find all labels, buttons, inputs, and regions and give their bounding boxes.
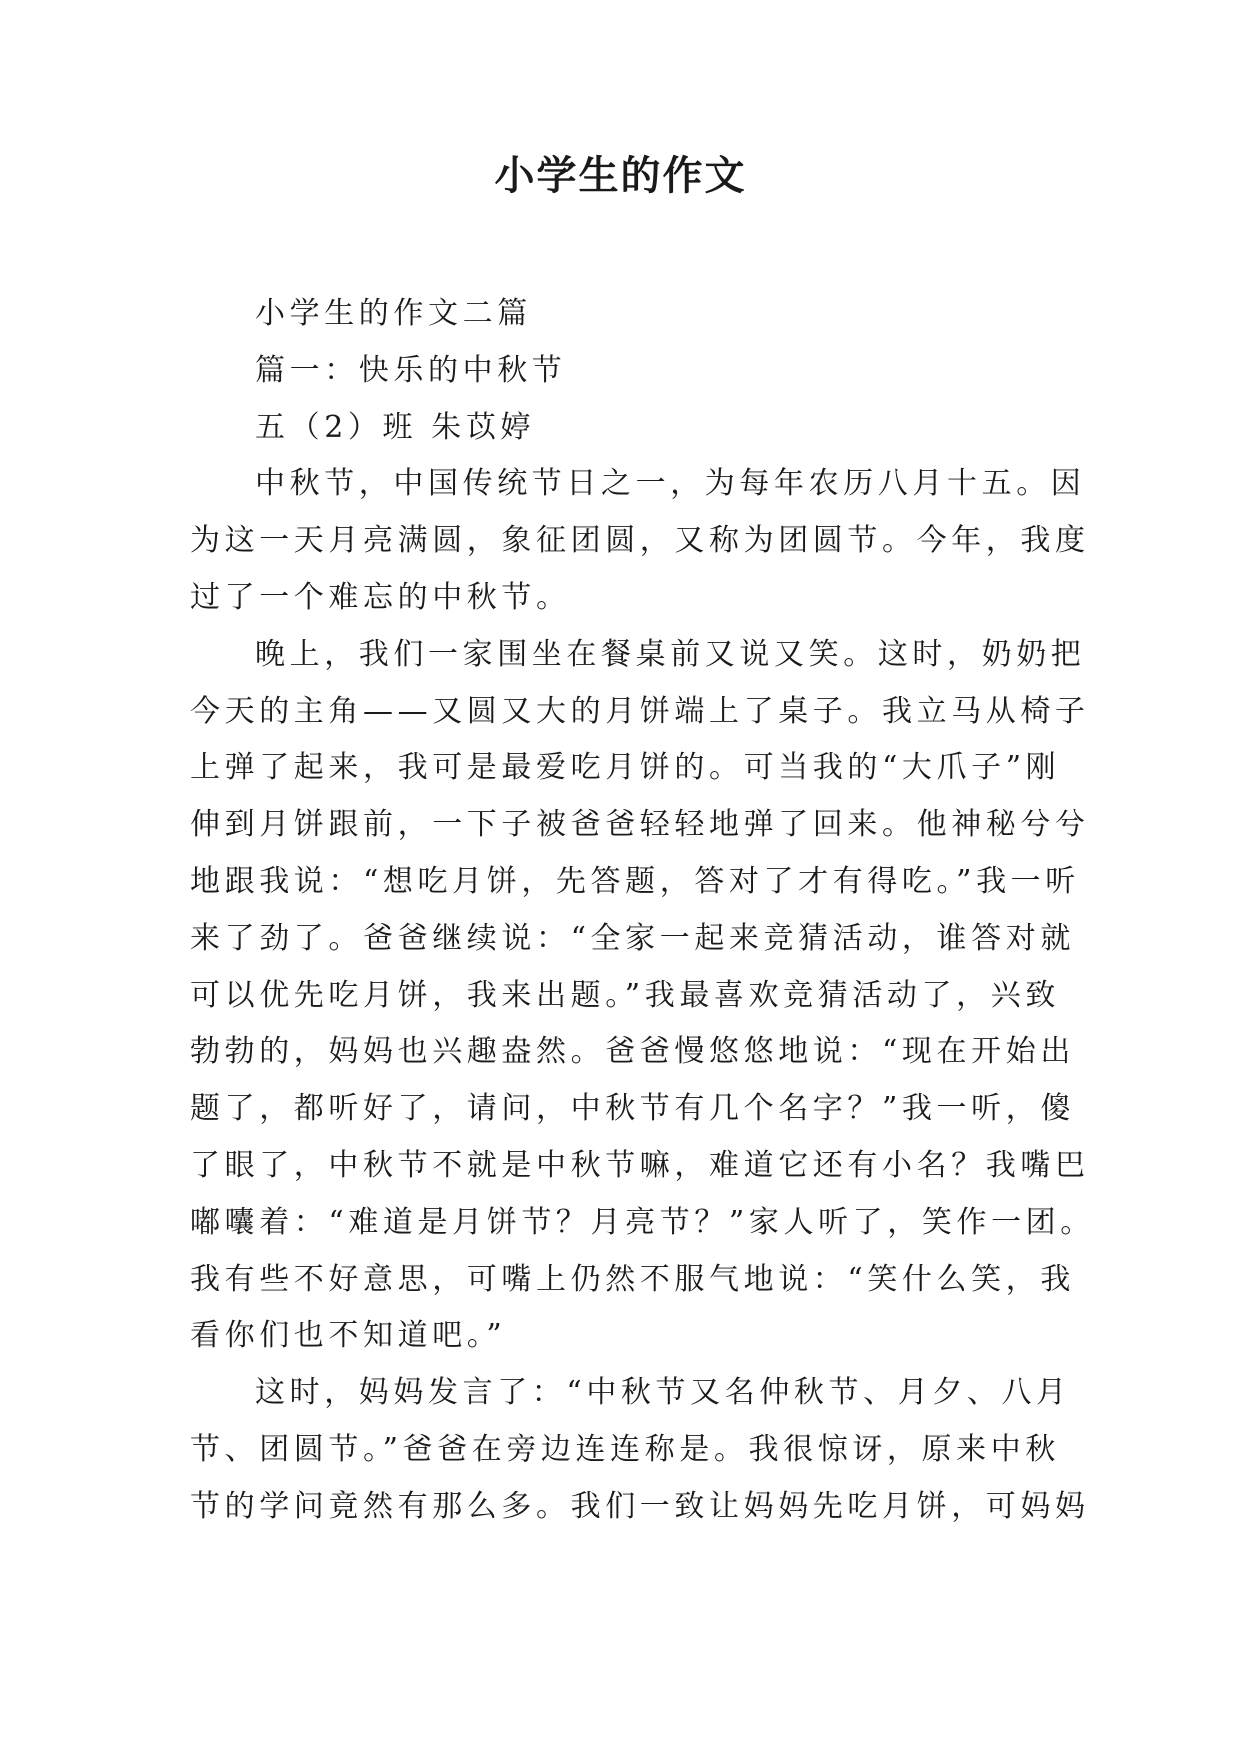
text-line: 题了，都听好了，请问，中秋节有几个名字？”我一听，傻 (190, 1091, 1075, 1127)
text-line: 晚上，我们一家围坐在餐桌前又说又笑。这时，奶奶把 (255, 636, 1086, 672)
text-line: 这时，妈妈发言了：“中秋节又名仲秋节、月夕、八月 (255, 1375, 1071, 1411)
text-line: 今天的主角——又圆又大的月饼端上了桌子。我立马从椅子 (190, 693, 1090, 729)
text-line: 过了一个难忘的中秋节。 (190, 579, 571, 615)
text-line: 小学生的作文二篇 (255, 296, 532, 331)
text-line: 篇一：快乐的中秋节 (255, 352, 567, 388)
text-line: 伸到月饼跟前，一下子被爸爸轻轻地弹了回来。他神秘兮兮 (190, 807, 1090, 843)
text-line: 上弹了起来，我可是最爱吃月饼的。可当我的“大爪子”刚 (190, 750, 1061, 786)
text-line: 五（2）班 朱苡婷 (255, 409, 536, 445)
text-line: 来了劲了。爸爸继续说：“全家一起来竞猜活动，谁答对就 (190, 920, 1075, 956)
text-line: 地跟我说：“想吃月饼，先答题，答对了才有得吃。”我一听 (190, 863, 1080, 899)
text-line: 中秋节，中国传统节日之一，为每年农历八月十五。因 (255, 466, 1086, 502)
text-line: 节、团圆节。”爸爸在旁边连连称是。我很惊讶，原来中秋 (190, 1431, 1060, 1467)
text-line: 看你们也不知道吧。” (190, 1318, 507, 1354)
text-line: 嘟囔着：“难道是月饼节？月亮节？”家人听了，笑作一团。 (190, 1204, 1095, 1240)
document-title: 小学生的作文 (494, 153, 747, 199)
text-line: 了眼了，中秋节不就是中秋节嘛，难道它还有小名？我嘴巴 (190, 1147, 1090, 1183)
text-line: 节的学问竟然有那么多。我们一致让妈妈先吃月饼，可妈妈 (190, 1488, 1090, 1524)
document-body (190, 286, 1095, 1536)
text-line: 可以优先吃月饼，我来出题。”我最喜欢竞猜活动了，兴致 (190, 977, 1060, 1013)
text-line: 勃勃的，妈妈也兴趣盎然。爸爸慢悠悠地说：“现在开始出 (190, 1034, 1075, 1070)
text-line: 我有些不好意思，可嘴上仍然不服气地说：“笑什么笑，我 (190, 1261, 1075, 1297)
text-line: 为这一天月亮满圆，象征团圆，又称为团圆节。今年，我度 (190, 523, 1090, 559)
